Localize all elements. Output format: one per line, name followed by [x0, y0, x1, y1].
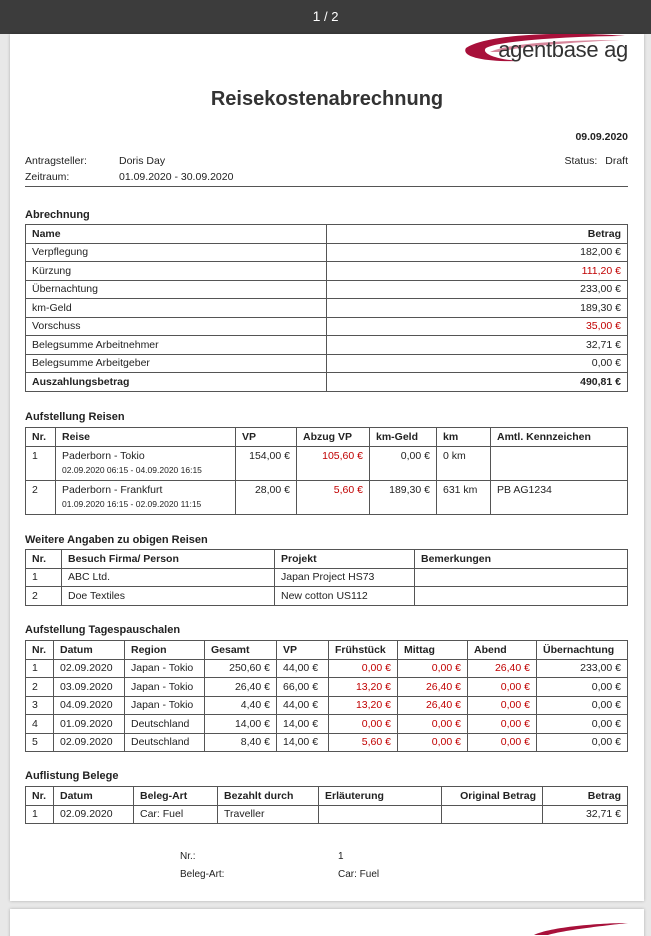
cell-nr: 2	[26, 480, 56, 514]
cell-nr: 1	[26, 805, 54, 824]
section-reisen-heading: Aufstellung Reisen	[25, 411, 125, 423]
row-value: 35,00 €	[327, 317, 628, 336]
cell-fruehstueck: 13,20 €	[329, 696, 398, 715]
row-name: Verpflegung	[26, 243, 327, 262]
cell-datum: 02.09.2020	[54, 805, 134, 824]
cell-mittag: 0,00 €	[398, 733, 468, 752]
cell-uebernachtung: 0,00 €	[537, 715, 628, 734]
cell-km: 0 km	[437, 446, 491, 480]
col-datum: Datum	[54, 641, 125, 660]
cell-nr: 2	[26, 678, 54, 697]
cell-uebernachtung: 233,00 €	[537, 659, 628, 678]
cell-datum: 02.09.2020	[54, 733, 125, 752]
cell-abzug-vp: 5,60 €	[297, 480, 370, 514]
col-nr: Nr.	[26, 787, 54, 806]
cell-reise	[56, 446, 236, 480]
cell-region: Japan - Tokio	[125, 696, 205, 715]
company-logo-text: agentbase ag	[498, 37, 628, 62]
row-value: 182,00 €	[327, 243, 628, 262]
cell-abend: 0,00 €	[468, 715, 537, 734]
page-separator: /	[320, 9, 332, 24]
cell-abend: 0,00 €	[468, 678, 537, 697]
row-name: Belegsumme Arbeitnehmer	[26, 336, 327, 355]
col-mittag: Mittag	[398, 641, 468, 660]
cell-fruehstueck: 13,20 €	[329, 678, 398, 697]
cell-nr: 1	[26, 659, 54, 678]
row-value: 189,30 €	[327, 299, 628, 318]
total-label: Auszahlungsbetrag	[26, 373, 327, 392]
row-value: 0,00 €	[327, 354, 628, 373]
cell-abend: 0,00 €	[468, 696, 537, 715]
cell-gesamt: 250,60 €	[205, 659, 277, 678]
table-row	[26, 715, 628, 734]
applicant-row	[25, 155, 165, 167]
cell-abend: 0,00 €	[468, 733, 537, 752]
cell-vp: 28,00 €	[236, 480, 297, 514]
table-row	[26, 659, 628, 678]
cell-nr: 1	[26, 446, 56, 480]
cell-nr: 2	[26, 587, 62, 606]
col-abzug-vp: Abzug VP	[297, 428, 370, 447]
cell-datum: 01.09.2020	[54, 715, 125, 734]
cell-nr: 4	[26, 715, 54, 734]
row-value: 233,00 €	[327, 280, 628, 299]
cell-datum: 02.09.2020	[54, 659, 125, 678]
cell-fruehstueck: 0,00 €	[329, 715, 398, 734]
total-row	[26, 373, 628, 392]
table-row	[26, 568, 628, 587]
header-divider	[25, 186, 628, 187]
document-date: 09.09.2020	[575, 131, 628, 143]
cell-km: 631 km	[437, 480, 491, 514]
cell-region: Japan - Tokio	[125, 659, 205, 678]
table-row	[26, 354, 628, 373]
document-page-2-top	[10, 909, 644, 936]
period-value: 01.09.2020 - 30.09.2020	[119, 171, 234, 183]
table-row	[26, 733, 628, 752]
table-header-row	[26, 428, 628, 447]
cell-region: Deutschland	[125, 715, 205, 734]
table-row	[26, 262, 628, 281]
cell-erlaeuterung	[319, 805, 442, 824]
col-nr: Nr.	[26, 641, 54, 660]
cell-kennzeichen: PB AG1234	[491, 480, 628, 514]
col-original-betrag: Original Betrag	[442, 787, 543, 806]
col-bezahlt-durch: Bezahlt durch	[218, 787, 319, 806]
cell-gesamt: 26,40 €	[205, 678, 277, 697]
cell-firma: Doe Textiles	[62, 587, 275, 606]
col-nr: Nr.	[26, 550, 62, 569]
cell-nr: 1	[26, 568, 62, 587]
pdf-toolbar	[0, 0, 651, 34]
cell-bezahlt-durch: Traveller	[218, 805, 319, 824]
cell-uebernachtung: 0,00 €	[537, 678, 628, 697]
cell-mittag: 0,00 €	[398, 715, 468, 734]
cell-projekt: Japan Project HS73	[275, 568, 415, 587]
table-row	[26, 678, 628, 697]
cell-kennzeichen	[491, 446, 628, 480]
cell-beleg-art: Car: Fuel	[134, 805, 218, 824]
cell-gesamt: 14,00 €	[205, 715, 277, 734]
table-row	[26, 280, 628, 299]
cell-gesamt: 8,40 €	[205, 733, 277, 752]
cell-fruehstueck: 0,00 €	[329, 659, 398, 678]
cell-uebernachtung: 0,00 €	[537, 696, 628, 715]
table-header-row	[26, 787, 628, 806]
receipt-art-label: Beleg-Art:	[180, 869, 225, 880]
total-pages: 2	[331, 9, 339, 24]
receipt-detail-art	[180, 869, 379, 880]
section-belege-heading: Auflistung Belege	[25, 770, 119, 782]
row-name: Belegsumme Arbeitgeber	[26, 354, 327, 373]
table-header-row	[26, 550, 628, 569]
col-nr: Nr.	[26, 428, 56, 447]
table-header-row	[26, 641, 628, 660]
col-abend: Abend	[468, 641, 537, 660]
cell-vp: 14,00 €	[277, 715, 329, 734]
section-weitere-heading: Weitere Angaben zu obigen Reisen	[25, 534, 208, 546]
cell-mittag: 26,40 €	[398, 678, 468, 697]
col-firma: Besuch Firma/ Person	[62, 550, 275, 569]
trip-route: Paderborn - Frankfurt	[62, 483, 163, 496]
table-row	[26, 336, 628, 355]
col-vp: VP	[236, 428, 297, 447]
row-value: 32,71 €	[327, 336, 628, 355]
cell-nr: 3	[26, 696, 54, 715]
cell-km-geld: 0,00 €	[370, 446, 437, 480]
col-erlaeuterung: Erläuterung	[319, 787, 442, 806]
trip-time: 01.09.2020 16:15 - 02.09.2020 11:15	[62, 498, 202, 509]
col-region: Region	[125, 641, 205, 660]
cell-bemerkungen	[415, 587, 628, 606]
document-title: Reisekostenabrechnung	[210, 88, 444, 110]
col-km: km	[437, 428, 491, 447]
col-gesamt: Gesamt	[205, 641, 277, 660]
receipt-nr-label: Nr.:	[180, 851, 196, 862]
col-uebernachtung: Übernachtung	[537, 641, 628, 660]
col-kennzeichen: Amtl. Kennzeichen	[491, 428, 628, 447]
row-name: Vorschuss	[26, 317, 327, 336]
cell-projekt: New cotton US112	[275, 587, 415, 606]
row-name: Kürzung	[26, 262, 327, 281]
cell-vp: 44,00 €	[277, 696, 329, 715]
col-betrag: Betrag	[543, 787, 628, 806]
cell-bemerkungen	[415, 568, 628, 587]
section-tages-heading: Aufstellung Tagespauschalen	[25, 624, 181, 636]
period-row	[25, 171, 233, 183]
table-header-row	[26, 225, 628, 244]
trip-time: 02.09.2020 06:15 - 04.09.2020 16:15	[62, 464, 202, 475]
receipt-art-value: Car: Fuel	[338, 869, 380, 880]
cell-vp: 44,00 €	[277, 659, 329, 678]
cell-mittag: 26,40 €	[398, 696, 468, 715]
cell-vp: 154,00 €	[236, 446, 297, 480]
belege-table	[25, 786, 628, 824]
cell-abzug-vp: 105,60 €	[297, 446, 370, 480]
weitere-table	[25, 549, 628, 606]
reisen-table	[25, 427, 628, 515]
trip-route: Paderborn - Tokio	[62, 449, 145, 462]
col-name: Name	[26, 225, 327, 244]
row-name: km-Geld	[26, 299, 327, 318]
cell-reise	[56, 480, 236, 514]
cell-datum: 03.09.2020	[54, 678, 125, 697]
cell-gesamt: 4,40 €	[205, 696, 277, 715]
cell-datum: 04.09.2020	[54, 696, 125, 715]
table-row	[26, 446, 628, 480]
section-abrechnung-heading: Abrechnung	[25, 209, 90, 221]
total-value: 490,81 €	[327, 373, 628, 392]
col-projekt: Projekt	[275, 550, 415, 569]
cell-region: Japan - Tokio	[125, 678, 205, 697]
status-label: Status:	[564, 155, 598, 167]
cell-vp: 66,00 €	[277, 678, 329, 697]
tagespauschalen-table	[25, 640, 628, 752]
cell-abend: 26,40 €	[468, 659, 537, 678]
cell-region: Deutschland	[125, 733, 205, 752]
current-page-number: 1	[312, 8, 321, 24]
row-value: 111,20 €	[327, 262, 628, 281]
col-fruehstueck: Frühstück	[329, 641, 398, 660]
table-row	[26, 299, 628, 318]
col-bemerkungen: Bemerkungen	[415, 550, 628, 569]
col-betrag: Betrag	[327, 225, 628, 244]
document-page-1	[10, 34, 644, 901]
status-value: Draft	[605, 155, 628, 167]
table-row	[26, 587, 628, 606]
table-row	[26, 317, 628, 336]
agentbase-logo-swoosh-page2	[530, 923, 630, 936]
cell-nr: 5	[26, 733, 54, 752]
cell-fruehstueck: 5,60 €	[329, 733, 398, 752]
col-beleg-art: Beleg-Art	[134, 787, 218, 806]
applicant-label: Antragsteller:	[25, 155, 87, 167]
receipt-nr-value: 1	[338, 851, 344, 862]
cell-vp: 14,00 €	[277, 733, 329, 752]
cell-uebernachtung: 0,00 €	[537, 733, 628, 752]
col-km-geld: km-Geld	[370, 428, 437, 447]
cell-original-betrag	[442, 805, 543, 824]
status-row	[565, 155, 628, 167]
receipt-detail-nr	[180, 851, 344, 862]
row-name: Übernachtung	[26, 280, 327, 299]
table-row	[26, 805, 628, 824]
col-reise: Reise	[56, 428, 236, 447]
col-vp: VP	[277, 641, 329, 660]
cell-betrag: 32,71 €	[543, 805, 628, 824]
period-label: Zeitraum:	[25, 171, 70, 183]
applicant-value: Doris Day	[119, 155, 166, 167]
col-datum: Datum	[54, 787, 134, 806]
cell-firma: ABC Ltd.	[62, 568, 275, 587]
cell-mittag: 0,00 €	[398, 659, 468, 678]
table-row	[26, 696, 628, 715]
table-row	[26, 480, 628, 514]
cell-km-geld: 189,30 €	[370, 480, 437, 514]
table-row	[26, 243, 628, 262]
abrechnung-table	[25, 224, 628, 392]
